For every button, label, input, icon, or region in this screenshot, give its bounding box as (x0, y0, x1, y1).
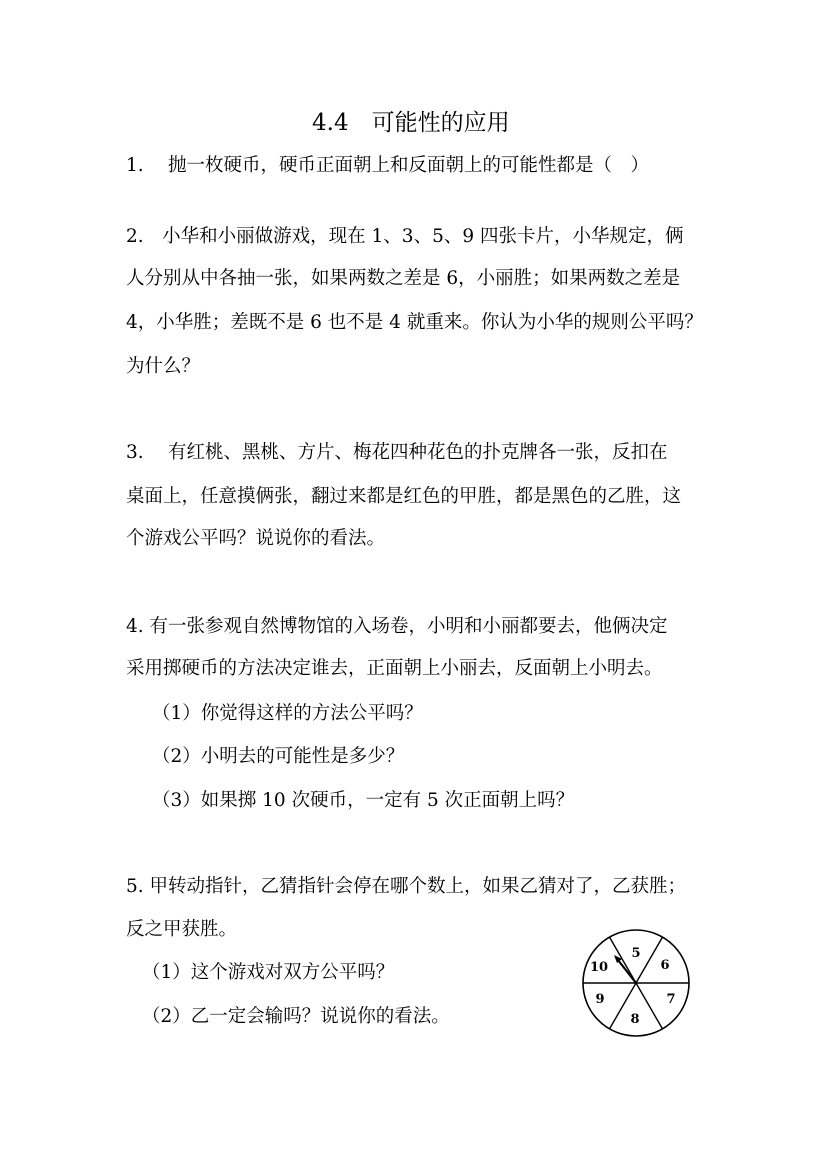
question-2-line-4: 为什么？ (126, 356, 201, 377)
question-1: 1. 抛一枚硬币，硬币正面朝上和反面朝上的可能性都是（ ） (126, 155, 650, 176)
question-5-sub-2: （2）乙一定会输吗？说说你的看法。 (142, 1006, 450, 1027)
spinner-number-5: 5 (631, 946, 641, 961)
question-4-sub-2: （2）小明去的可能性是多少？ (152, 746, 405, 767)
page-title: 4.4 可能性的应用 (312, 110, 510, 136)
spinner-figure (581, 928, 691, 1038)
question-4-sub-1: （1）你觉得这样的方法公平吗？ (152, 703, 423, 724)
spinner-number-7: 7 (666, 992, 676, 1007)
question-2-line-3: 4，小华胜；差既不是 6 也不是 4 就重来。你认为小华的规则公平吗？ (126, 312, 703, 333)
question-5-sub-1: （1）这个游戏对双方公平吗？ (142, 962, 395, 983)
question-5-line-1: 5. 甲转动指针，乙猜指针会停在哪个数上，如果乙猜对了，乙获胜； (126, 876, 687, 897)
question-3-line-2: 桌面上，任意摸俩张，翻过来都是红色的甲胜，都是黑色的乙胜，这 (126, 486, 682, 507)
spinner-number-6: 6 (660, 958, 670, 973)
question-3-line-1: 3. 有红桃、黑桃、方片、梅花四种花色的扑克牌各一张，反扣在 (126, 442, 668, 463)
question-4-sub-3: （3）如果掷 10 次硬币，一定有 5 次正面朝上吗？ (152, 790, 575, 811)
spinner-number-9: 9 (595, 992, 605, 1007)
question-2-line-1: 2. 小华和小丽做游戏，现在 1、3、5、9 四张卡片，小华规定，俩 (126, 226, 684, 247)
question-5-line-2: 反之甲获胜。 (126, 919, 238, 940)
question-4-line-2: 采用掷硬币的方法决定谁去，正面朝上小丽去，反面朝上小明去。 (126, 658, 663, 679)
spinner-number-10: 10 (589, 960, 609, 975)
question-2-line-2: 人分别从中各抽一张，如果两数之差是 6，小丽胜；如果两数之差是 (126, 268, 681, 289)
question-3-line-3: 个游戏公平吗？说说你的看法。 (126, 528, 386, 549)
spinner-number-8: 8 (630, 1012, 640, 1027)
question-4-line-1: 4. 有一张参观自然博物馆的入场卷，小明和小丽都要去，他俩决定 (126, 616, 668, 637)
